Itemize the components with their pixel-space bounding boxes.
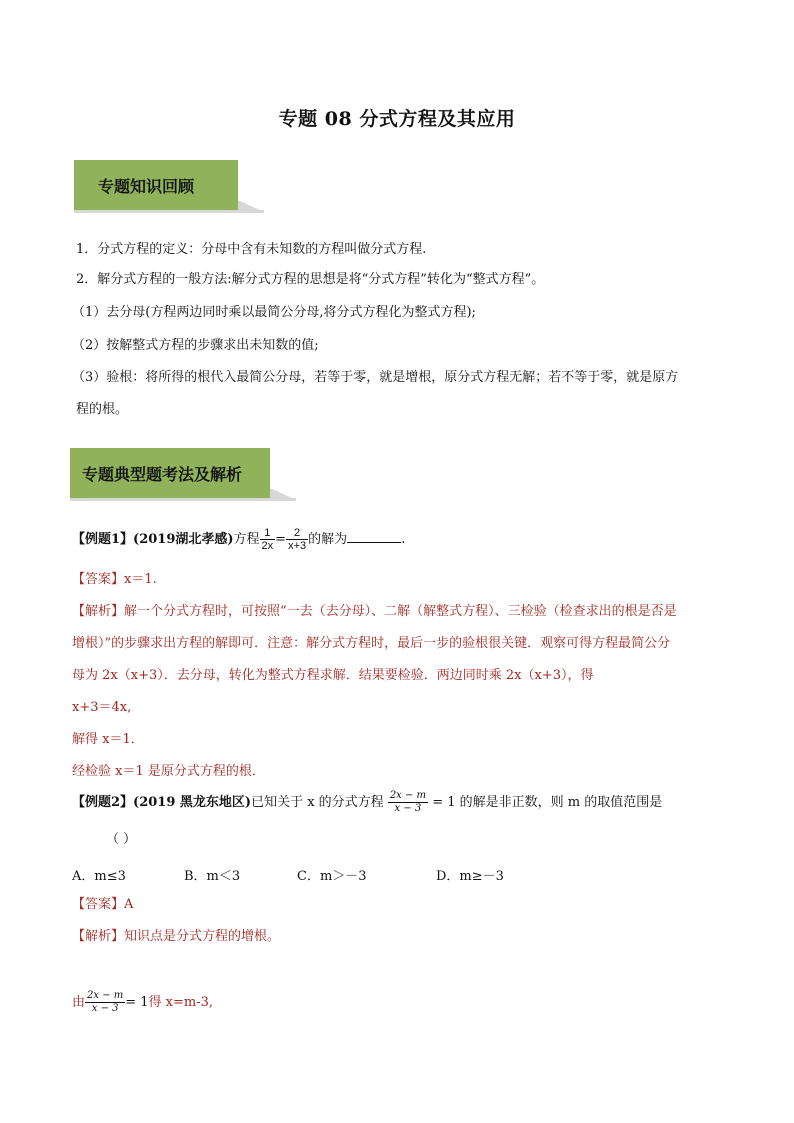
example-2-stem-post: = 1 的解是非正数，则 m 的取值范围是 — [432, 795, 663, 810]
example-1-stem-pre: 方程 — [233, 532, 260, 547]
example-2-label: 【例题2】(2019 黑龙东地区) — [72, 795, 252, 810]
answer-value: A — [124, 897, 134, 912]
choice-d: D．m≥－3 — [436, 869, 504, 884]
analysis-label: 【解析】 — [72, 604, 125, 619]
frac-numerator: 2 — [286, 527, 308, 540]
example-1-analysis-line-2: 增根）”的步骤求出方程的解即可．注意：解分式方程时，最后一步的验根很关键．观察可得方程最简公分 — [72, 636, 671, 651]
frac-numerator: 1 — [260, 527, 276, 540]
knowledge-line-6: 程的根。 — [76, 402, 129, 417]
frac-numerator: 2x − m — [389, 790, 427, 801]
example-1-analysis-line-5: 解得 x＝1． — [72, 732, 144, 747]
derivation-post: 得 x=m-3, — [148, 995, 214, 1010]
banner-shadow — [70, 498, 296, 501]
example-2-stem-pre: 已知关于 x 的分式方程 — [251, 795, 384, 810]
example-1-analysis-line-4: x+3＝4x, — [72, 700, 132, 715]
fraction-1-over-2x — [260, 527, 276, 552]
fraction-2-over-x-plus-3 — [286, 527, 308, 552]
example-1-analysis-line-6: 经检验 x＝1 是原分式方程的根． — [72, 764, 265, 779]
knowledge-line-2: 2．解分式方程的一般方法:解分式方程的思想是将“分式方程”转化为“整式方程”。 — [76, 272, 545, 287]
analysis-text: 解一个分式方程时，可按照“一去（去分母）、二解（解整式方程）、三检验（检查求出的根是否是 — [124, 604, 677, 619]
derivation-equals-one: = 1 — [125, 995, 149, 1010]
answer-blank — [347, 530, 401, 543]
example-1-label: 【例题1】(2019湖北孝感) — [72, 532, 234, 547]
answer-value: x＝1. — [124, 572, 157, 587]
choice-b: B．m＜3 — [184, 869, 241, 884]
frac-denominator: x − 3 — [91, 1003, 119, 1014]
example-1-stem-post: 的解为 — [308, 532, 348, 547]
example-1-analysis-line-1 — [72, 604, 677, 620]
banner-label: 专题典型题考法及解析 — [70, 448, 270, 498]
knowledge-line-5: （3）验根：将所得的根代入最简公分母，若等于零，就是增根，原分式方程无解；若不等于零，就是原方 — [72, 370, 679, 385]
answer-label: 【答案】 — [72, 897, 125, 912]
frac-numerator: 2x − m — [87, 990, 124, 1001]
example-2-derivation — [72, 988, 213, 1018]
example-1-stem-end: . — [401, 532, 406, 547]
fraction-2x-minus-m-over-x-minus-3 — [85, 990, 125, 1015]
analysis-text: 知识点是分式方程的增根。 — [124, 929, 281, 944]
knowledge-line-1: 1．分式方程的定义：分母中含有未知数的方程叫做分式方程. — [76, 242, 427, 257]
knowledge-line-4: （2）按解整式方程的步骤求出未知数的值; — [72, 338, 319, 353]
section-banner-knowledge — [74, 160, 264, 215]
page-title: 专题 08 分式方程及其应用 — [278, 108, 516, 130]
frac-denominator: x+3 — [288, 540, 307, 552]
example-1-stem — [72, 526, 405, 554]
equals-sign: = — [275, 532, 287, 547]
choice-c: C．m＞－3 — [297, 869, 367, 884]
derivation-pre: 由 — [72, 995, 86, 1010]
choice-a: A．m≤3 — [72, 869, 126, 884]
answer-parentheses: （ ） — [106, 832, 137, 847]
frac-denominator: x − 3 — [394, 803, 422, 814]
example-2-stem — [72, 788, 662, 818]
banner-label: 专题知识回顾 — [74, 160, 238, 210]
section-banner-examples — [70, 448, 296, 503]
example-1-analysis-line-3: 母为 2x（x+3）．去分母，转化为整式方程求解．结果要检验．两边同时乘 2x（x+3），得 — [72, 668, 594, 683]
example-1-answer — [72, 572, 157, 588]
answer-label: 【答案】 — [72, 572, 125, 587]
banner-shadow — [74, 210, 264, 213]
example-2-analysis — [72, 929, 280, 945]
frac-denominator: 2x — [261, 540, 274, 552]
example-2-answer — [72, 897, 133, 913]
fraction-2x-minus-m-over-x-minus-3 — [388, 790, 428, 815]
analysis-label: 【解析】 — [72, 929, 125, 944]
knowledge-line-3: （1）去分母(方程两边同时乘以最简公分母,将分式方程化为整式方程); — [72, 305, 476, 320]
